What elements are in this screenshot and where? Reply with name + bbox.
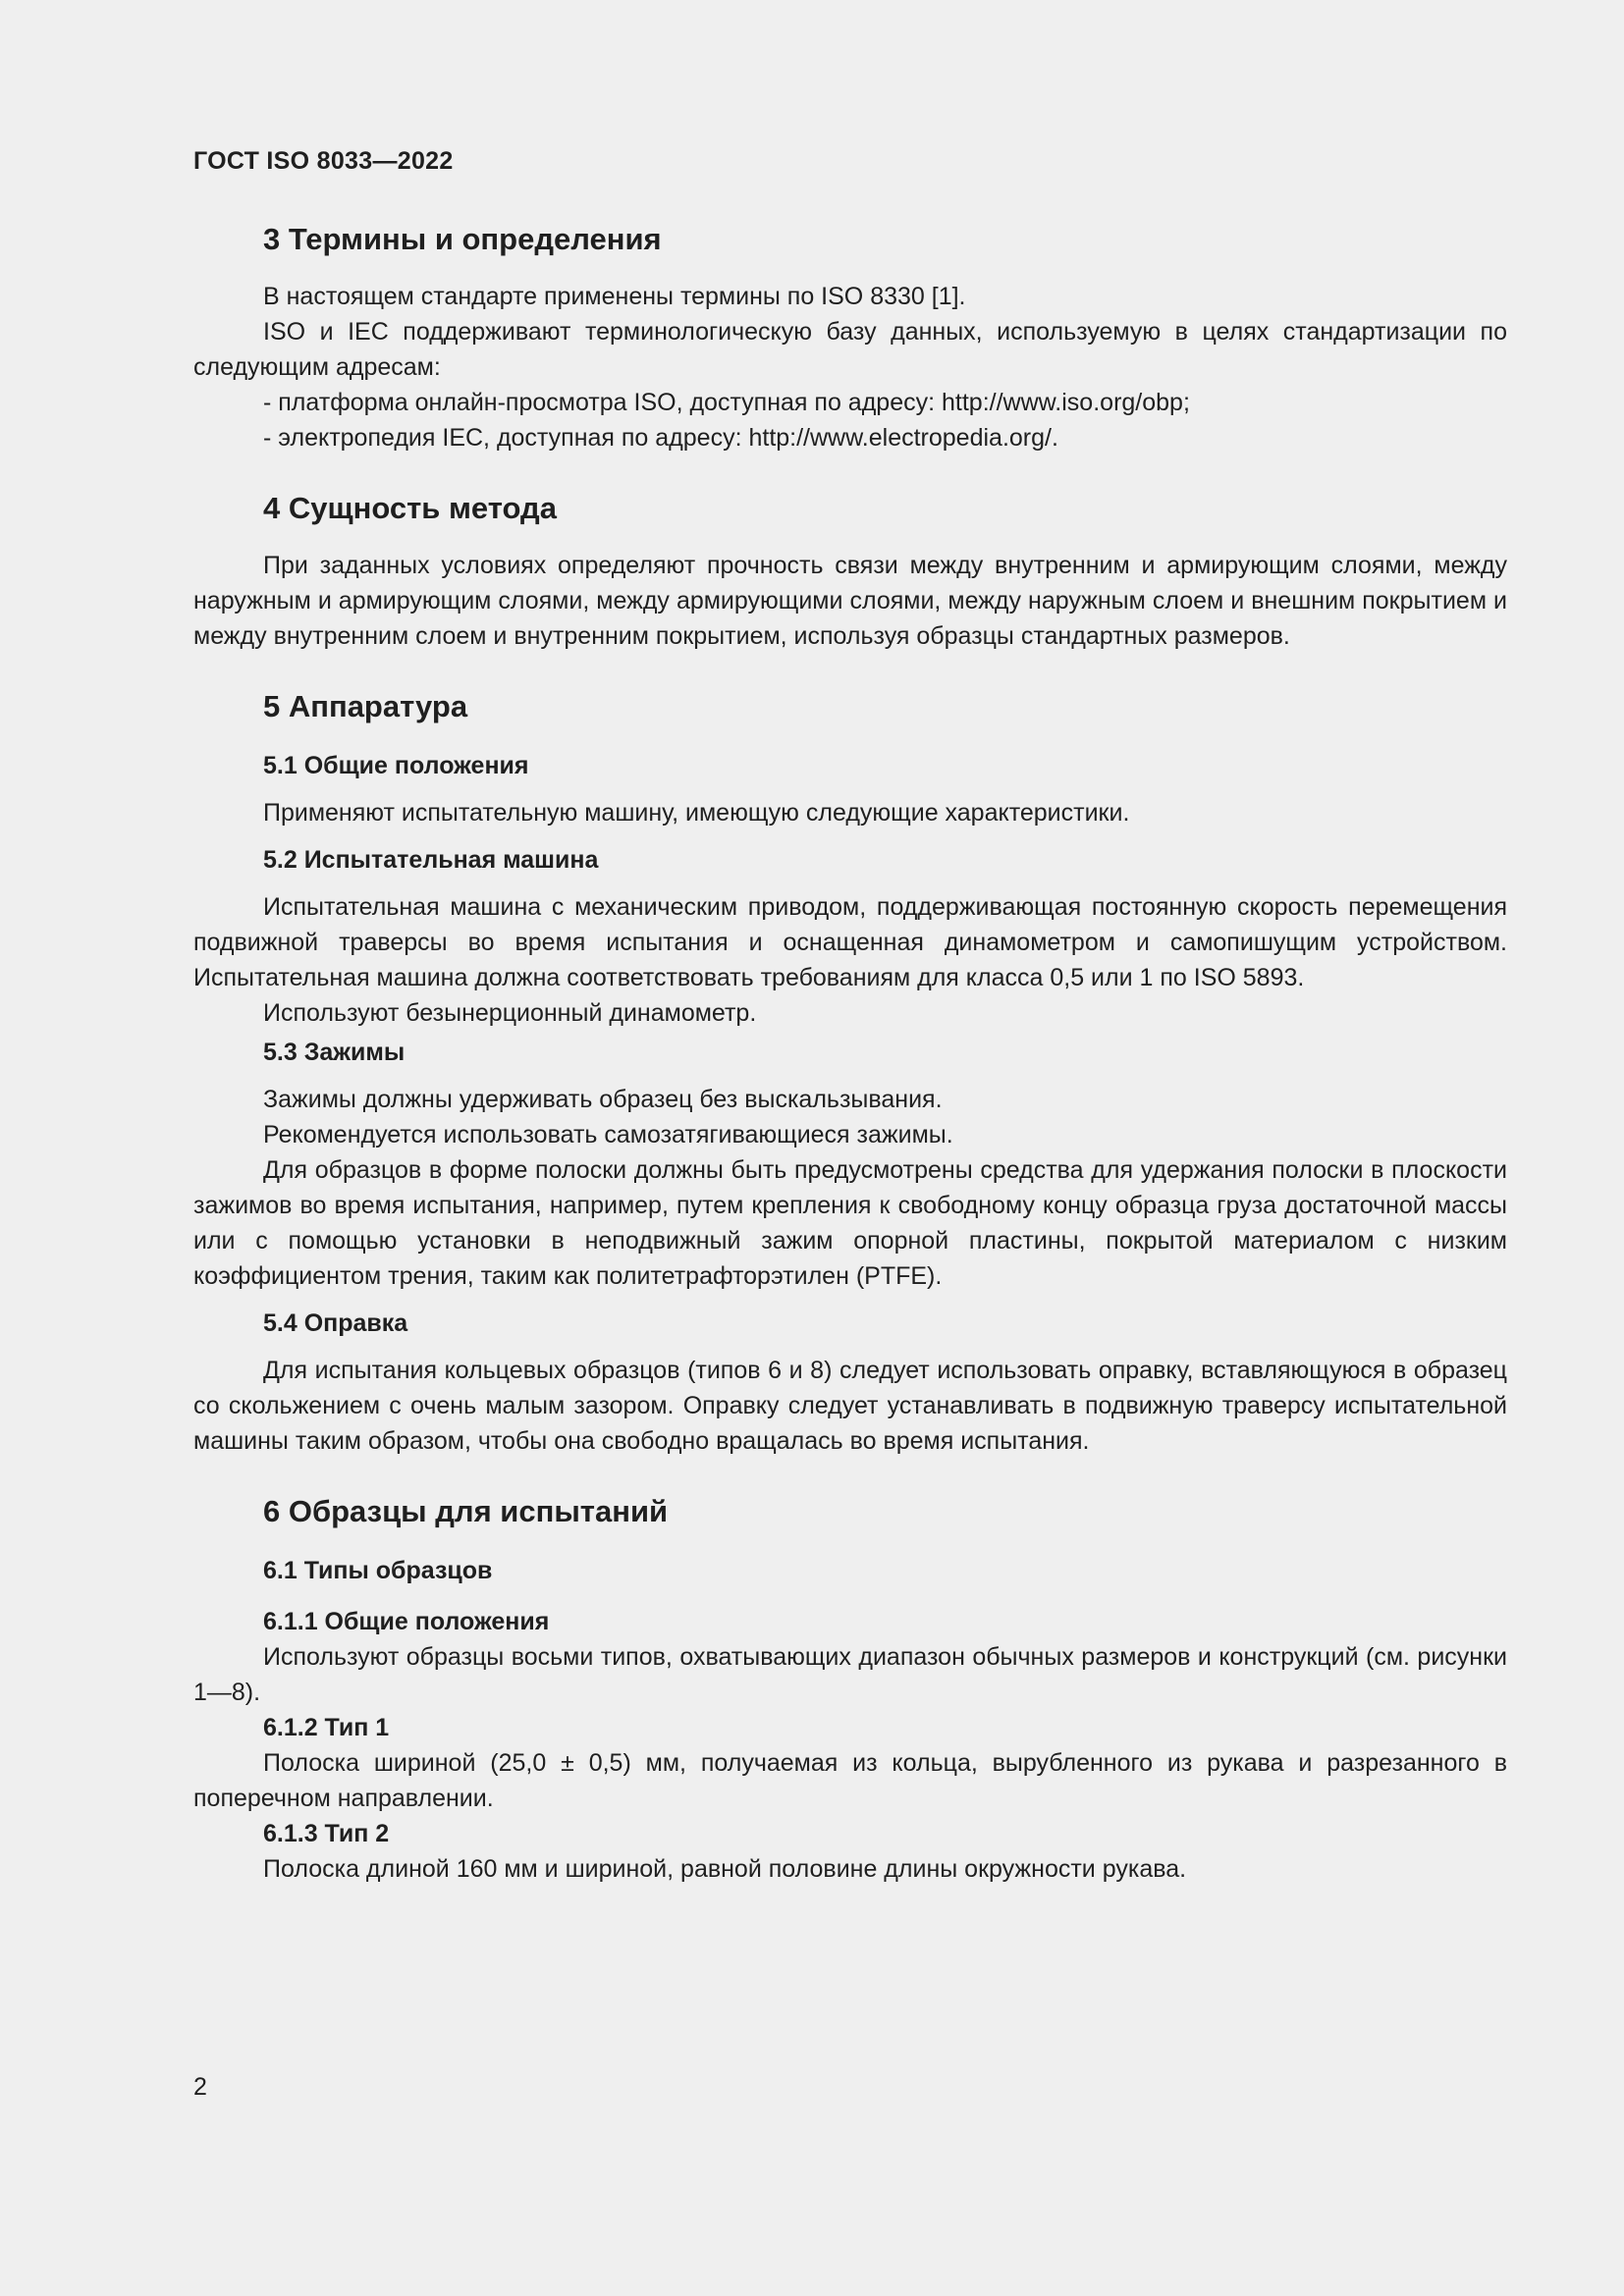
section-3-list-item-iec: - электропедия IEC, доступная по адресу: http://www.electropedia.org/.	[263, 424, 1058, 452]
section-6-1-3-heading: 6.1.3 Тип 2	[263, 1820, 390, 1847]
section-5-4-heading: 5.4 Оправка	[263, 1309, 408, 1337]
section-5-1-paragraph-1: Применяют испытательную машину, имеющую следующие характеристики.	[263, 799, 1130, 827]
section-6-heading: 6 Образцы для испытаний	[263, 1494, 669, 1528]
section-6-1-2-paragraph-1: Полоска шириной (25,0 ± 0,5) мм, получаемая из кольца, вырубленного из рукава и разрезанного в поперечном направлении.	[193, 1749, 1507, 1812]
section-5-heading: 5 Аппаратура	[263, 689, 468, 723]
section-3-heading: 3 Термины и определения	[263, 222, 662, 256]
section-6-1-heading: 6.1 Типы образцов	[263, 1557, 493, 1584]
section-6-1-3-paragraph-1: Полоска длиной 160 мм и шириной, равной половине длины окружности рукава.	[263, 1855, 1187, 1883]
page-number: 2	[193, 2073, 207, 2101]
section-5-3-paragraph-3: Для образцов в форме полоски должны быть предусмотрены средства для удержания полоски в плоскости зажимов во время испытания, например, путем крепления к свободному концу образца груза достаточной массы или с помощью установки в неподвижный зажим опорной пластины, покрытой материалом с низким коэффициентом трения, таким как политетрафторэтилен (PTFE).	[193, 1156, 1507, 1290]
section-5-3-paragraph-1: Зажимы должны удерживать образец без выскальзывания.	[263, 1086, 943, 1113]
document-page	[193, 0, 1507, 2296]
section-5-4-paragraph-1: Для испытания кольцевых образцов (типов 6 и 8) следует использовать оправку, вставляющуюся в образец со скольжением с очень малым зазором. Оправку следует устанавливать в подвижную траверсу испытательной машины таким образом, чтобы она свободно вращалась во время испытания.	[193, 1357, 1507, 1455]
section-6-1-1-heading: 6.1.1 Общие положения	[263, 1608, 550, 1635]
section-5-2-paragraph-1: Испытательная машина с механическим приводом, поддерживающая постоянную скорость перемещения подвижной траверсы во время испытания и оснащенная динамометром и самопишущим устройством. Испытательная машина должна соответствовать требованиям для класса 0,5 или 1 по ISO 5893.	[193, 893, 1507, 991]
section-5-3-paragraph-2: Рекомендуется использовать самозатягивающиеся зажимы.	[263, 1121, 953, 1148]
section-5-1-heading: 5.1 Общие положения	[263, 752, 529, 779]
section-5-3-heading: 5.3 Зажимы	[263, 1039, 406, 1066]
section-5-2-heading: 5.2 Испытательная машина	[263, 846, 599, 874]
section-3-paragraph-1: В настоящем стандарте применены термины по ISO 8330 [1].	[263, 283, 966, 310]
section-3-paragraph-2: ISO и IEC поддерживают терминологическую базу данных, используемую в целях стандартизации по следующим адресам:	[193, 318, 1507, 381]
section-5-2-paragraph-2: Используют безынерционный динамометр.	[263, 999, 757, 1027]
section-4-paragraph-1: При заданных условиях определяют прочность связи между внутренним и армирующим слоями, между наружным и армирующим слоями, между армирующими слоями, между наружным слоем и внешним покрытием и между внутренним слоем и внутренним покрытием, используя образцы стандартных размеров.	[193, 552, 1507, 650]
section-3-list-item-iso: - платформа онлайн-просмотра ISO, доступная по адресу: http://www.iso.org/obp;	[263, 389, 1190, 416]
standard-header: ГОСТ ISO 8033—2022	[193, 147, 454, 175]
section-4-heading: 4 Сущность метода	[263, 491, 557, 525]
section-6-1-2-heading: 6.1.2 Тип 1	[263, 1714, 390, 1741]
page-content	[193, 220, 1507, 1887]
section-6-1-1-paragraph-1: Используют образцы восьми типов, охватывающих диапазон обычных размеров и конструкций (см. рисунки 1—8).	[193, 1643, 1507, 1706]
